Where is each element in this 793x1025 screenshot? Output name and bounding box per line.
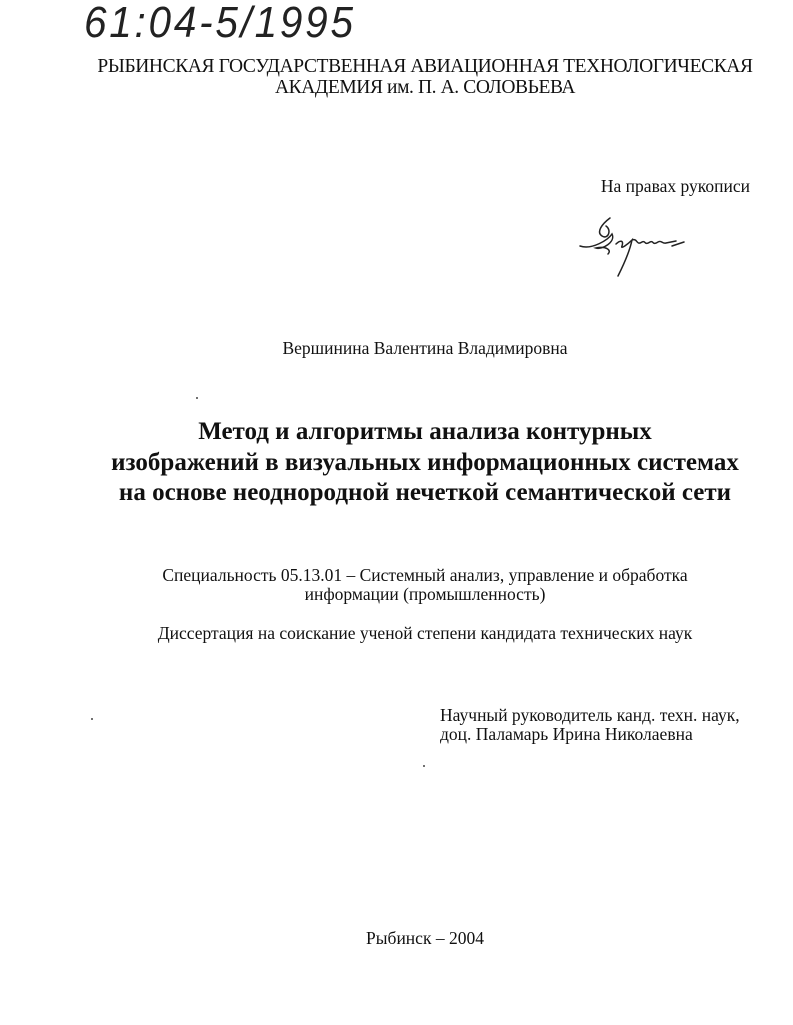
scan-speck bbox=[196, 397, 198, 399]
manuscript-note: На правах рукописи bbox=[600, 176, 750, 196]
author-name: Вершинина Валентина Владимировна bbox=[282, 338, 568, 358]
title-line-2: изображений в визуальных информационных системах bbox=[111, 449, 739, 476]
handwritten-catalog-code: 61:04-5/1995 bbox=[84, 0, 356, 47]
specialty-line-1: Специальность 05.13.01 – Системный анализ, управление и обработка bbox=[162, 565, 688, 585]
title-line-1: Метод и алгоритмы анализа контурных bbox=[198, 418, 652, 445]
specialty-line-2: информации (промышленность) bbox=[304, 584, 546, 604]
author-signature bbox=[572, 210, 697, 280]
scan-speck bbox=[423, 765, 425, 767]
scan-speck bbox=[91, 718, 93, 720]
institution-line-2: АКАДЕМИЯ им. П. А. СОЛОВЬЕВА bbox=[274, 77, 576, 98]
institution-line-1: РЫБИНСКАЯ ГОСУДАРСТВЕННАЯ АВИАЦИОННАЯ ТЕХНОЛОГИЧЕСКАЯ bbox=[97, 56, 753, 77]
title-line-3: на основе неоднородной нечеткой семантической сети bbox=[118, 479, 732, 506]
supervisor-line-2: доц. Паламарь Ирина Николаевна bbox=[440, 724, 693, 744]
place-and-year: Рыбинск – 2004 bbox=[366, 928, 484, 948]
supervisor-line-1: Научный руководитель канд. техн. наук, bbox=[440, 705, 740, 725]
degree-statement: Диссертация на соискание ученой степени кандидата технических наук bbox=[157, 623, 693, 643]
